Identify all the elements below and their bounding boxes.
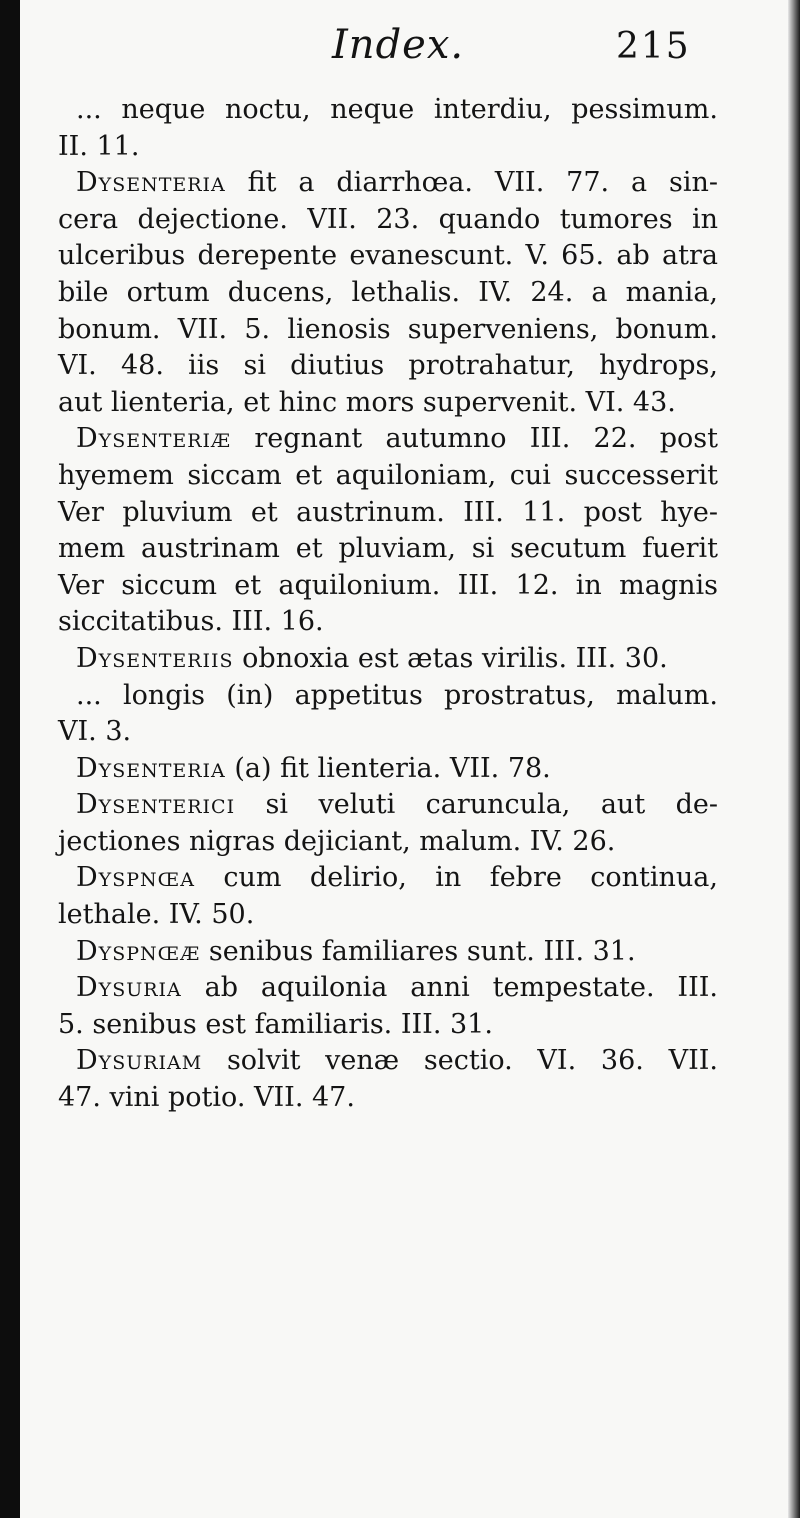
- index-line: [58, 787, 718, 824]
- index-entry: [58, 751, 718, 788]
- index-headword: Dysuriam: [76, 1045, 203, 1077]
- index-entry: [58, 421, 718, 641]
- scan-border-left: [0, 0, 20, 1518]
- index-line-text: (a) fit lienteria. VII. 78.: [225, 752, 551, 784]
- index-entry: [58, 970, 718, 1043]
- index-entry: [58, 860, 718, 933]
- index-line: VI. 48. iis si diutius protrahatur, hydrops,: [58, 350, 718, 382]
- index-line: [58, 165, 718, 202]
- index-line: [58, 421, 718, 458]
- index-line: Ver siccum et aquilonium. III. 12. in magnis: [58, 569, 718, 601]
- index-line-text: obnoxia est ætas virilis. III. 30.: [233, 642, 668, 674]
- index-line-text: cum delirio, in febre continua,: [194, 862, 718, 894]
- index-entry: [58, 165, 718, 421]
- index-line: bile ortum ducens, lethalis. IV. 24. a mania,: [58, 276, 718, 308]
- index-headword: Dysenteriæ: [76, 423, 232, 455]
- index-entry: [58, 934, 718, 971]
- index-entry: [58, 678, 718, 751]
- scan-border-right: [788, 0, 800, 1518]
- index-line: 5. senibus est familiaris. III. 31.: [58, 1008, 493, 1040]
- index-line: hyemem siccam et aquiloniam, cui successerit: [58, 459, 718, 491]
- index-line-text: regnant autumno III. 22. post: [231, 423, 718, 455]
- index-line-text: si veluti caruncula, aut de-: [235, 789, 718, 821]
- index-text: [58, 92, 718, 1117]
- index-headword: Dysenterici: [76, 789, 236, 821]
- index-line: [58, 641, 718, 678]
- index-headword: Dysenteria: [76, 752, 226, 784]
- book-page: [20, 0, 788, 1518]
- index-line: [58, 751, 718, 788]
- index-line-text: solvit venæ sectio. VI. 36. VII.: [202, 1045, 718, 1077]
- index-line: ulceribus derepente evanescunt. V. 65. ab atra: [58, 240, 718, 272]
- index-line-text: ab aquilonia anni tempestate. III.: [181, 972, 718, 1004]
- index-line: [58, 860, 718, 897]
- index-headword: Dyspnœæ: [76, 935, 201, 967]
- index-line: ... neque noctu, neque interdiu, pessimum.: [76, 94, 718, 125]
- index-entry: [58, 641, 718, 678]
- index-line: II. 11.: [58, 130, 140, 162]
- index-entry: [58, 92, 718, 165]
- index-line: ... longis (in) appetitus prostratus, malum.: [76, 679, 718, 711]
- running-title: Index.: [332, 22, 465, 68]
- index-entry: [58, 1043, 718, 1116]
- index-line: bonum. VII. 5. lienosis superveniens, bonum.: [58, 313, 718, 345]
- index-line: siccitatibus. III. 16.: [58, 606, 324, 638]
- index-line: cera dejectione. VII. 23. quando tumores in: [58, 203, 718, 235]
- index-line: [58, 934, 718, 971]
- index-line: lethale. IV. 50.: [58, 899, 255, 931]
- index-line: Ver pluvium et austrinum. III. 11. post hye-: [58, 496, 718, 528]
- index-line: mem austrinam et pluviam, si secutum fuerit: [58, 533, 718, 565]
- index-line-text: senibus familiares sunt. III. 31.: [200, 935, 636, 967]
- index-line: VI. 3.: [58, 716, 132, 748]
- index-line-text: fit a diarrhœa. VII. 77. a sin-: [225, 167, 718, 199]
- index-headword: Dyspnœa: [76, 862, 195, 894]
- index-line: aut lienteria, et hinc mors supervenit. VI. 43.: [58, 386, 676, 418]
- index-headword: Dysenteria: [76, 167, 226, 199]
- index-line: 47. vini potio. VII. 47.: [58, 1082, 355, 1114]
- page-header: [20, 18, 788, 78]
- index-headword: Dysenteriis: [76, 642, 234, 674]
- index-line: jectiones nigras dejiciant, malum. IV. 26.: [58, 825, 616, 857]
- index-line: [58, 970, 718, 1007]
- index-line: [58, 1043, 718, 1080]
- page-number: 215: [616, 26, 691, 67]
- index-entry: [58, 787, 718, 860]
- index-headword: Dysuria: [76, 972, 182, 1004]
